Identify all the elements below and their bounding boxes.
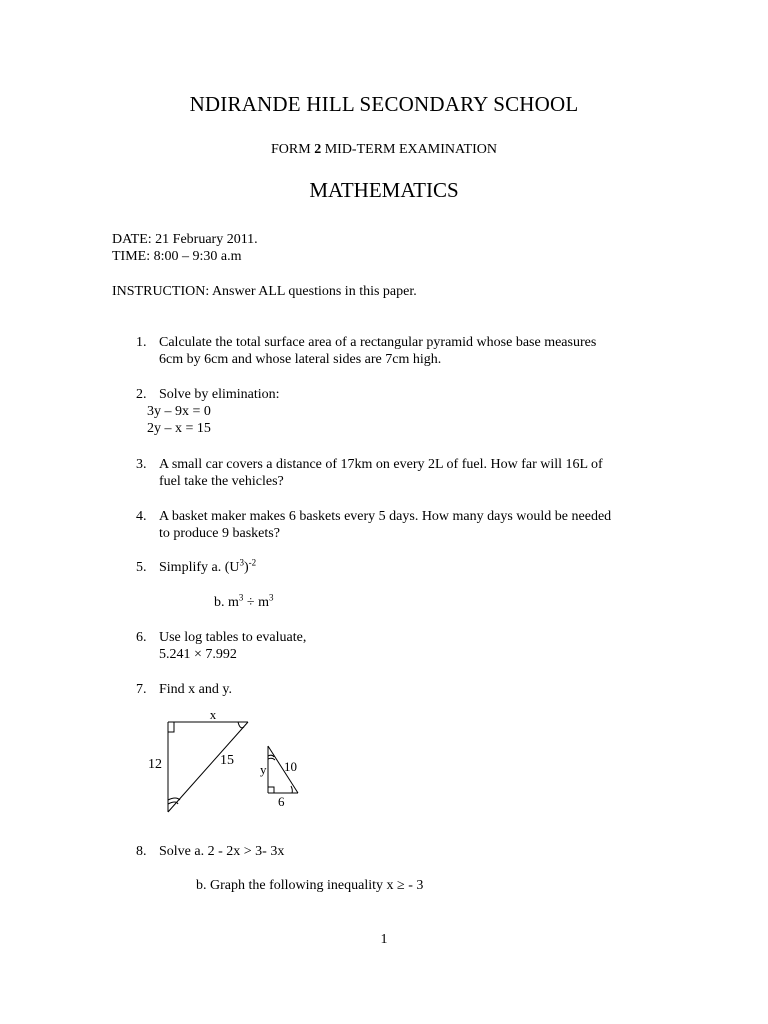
label-10: 10 <box>284 759 297 774</box>
question-text: A basket maker makes 6 baskets every 5 days. How many days would be needed <box>159 509 612 524</box>
question-text: Calculate the total surface area of a rectangular pyramid whose base measures <box>159 335 597 350</box>
exam-time: TIME: 8:00 – 9:30 a.m <box>112 249 242 264</box>
small-right-triangle <box>260 746 298 809</box>
question-text: fuel take the vehicles? <box>159 474 284 489</box>
question-5a: Simplify a. $(U^3)^{-2}$ <box>159 557 257 575</box>
question-5b: b. $m^3 \div m^3$ <box>214 592 274 610</box>
question-text: to produce 9 baskets? <box>159 526 280 541</box>
question-number: 6. <box>136 630 147 645</box>
question-text: 6cm by 6cm and whose lateral sides are 7cm high. <box>159 352 442 367</box>
exam-title <box>0 142 768 158</box>
triangles-figure <box>140 700 320 820</box>
school-name: NDIRANDE HILL SECONDARY SCHOOL <box>189 92 579 116</box>
exam-title-suffix: MID-TERM EXAMINATION <box>321 142 497 157</box>
question-number: 2. <box>136 387 147 402</box>
question-number: 7. <box>136 682 147 697</box>
question-text: Use log tables to evaluate, <box>159 630 307 645</box>
question-number: 3. <box>136 457 147 472</box>
equation-1: 3y – 9x = 0 <box>147 404 211 419</box>
label-y: y <box>260 762 267 777</box>
question-number: 8. <box>136 844 147 859</box>
question-number: 1. <box>136 335 147 350</box>
question-text: A small car covers a distance of 17km on every 2L of fuel. How far will 16L of <box>159 457 603 472</box>
instruction: INSTRUCTION: Answer ALL questions in this paper. <box>112 284 417 299</box>
big-right-triangle <box>148 707 248 812</box>
form-number: 2 <box>314 142 322 157</box>
exam-date: DATE: 21 February 2011. <box>112 232 258 247</box>
label-x: x <box>209 707 217 722</box>
question-number: 4. <box>136 509 147 524</box>
question-text: 5.241 × 7.992 <box>159 647 237 662</box>
equation-2: 2y – x = 15 <box>147 421 211 436</box>
question-8a: Solve a. 2 - 2x > 3- 3x <box>159 844 285 859</box>
question-text: Find x and y. <box>159 682 232 697</box>
page-number: 1 <box>380 932 388 947</box>
question-number: 5. <box>136 560 147 575</box>
label-12: 12 <box>148 757 162 772</box>
question-8b: b. Graph the following inequality x ≥ - 3 <box>196 878 424 893</box>
exam-title-prefix: FORM <box>271 142 315 157</box>
label-6: 6 <box>278 794 285 809</box>
subject-title: MATHEMATICS <box>309 178 459 202</box>
label-15: 15 <box>220 753 234 768</box>
question-text: Solve by elimination: <box>159 387 280 402</box>
